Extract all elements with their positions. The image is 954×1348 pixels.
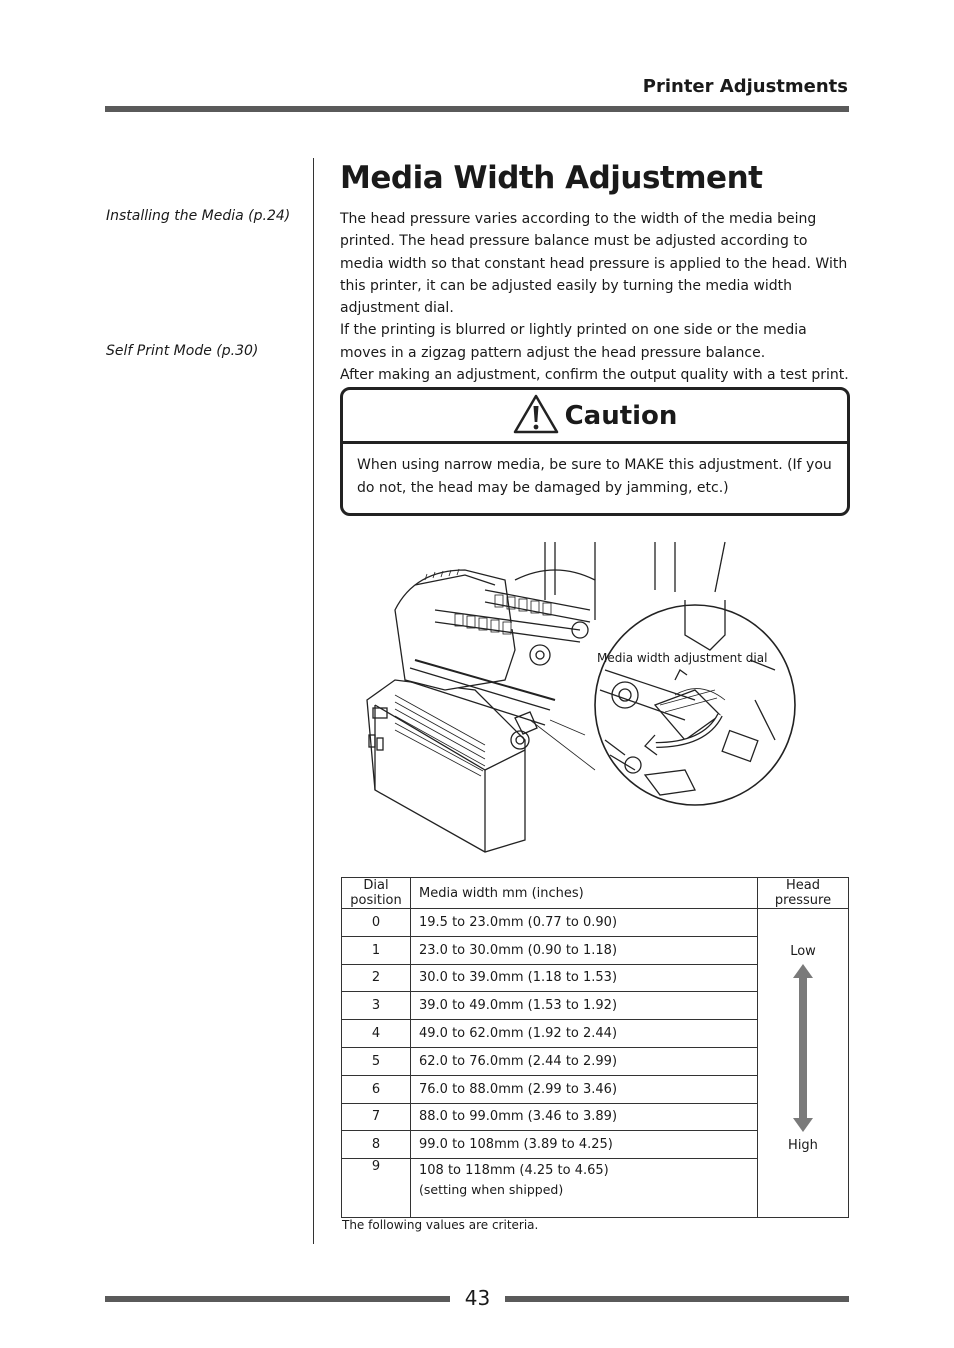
pressure-low-label: Low bbox=[790, 944, 816, 960]
dial-position-cell: 2 bbox=[342, 964, 411, 992]
printer-illustration bbox=[355, 540, 805, 860]
side-reference-self-print-mode[interactable]: Self Print Mode (p.30) bbox=[106, 343, 259, 359]
table-footnote: The following values are criteria. bbox=[342, 1218, 539, 1232]
caution-text: When using narrow media, be sure to MAKE this adjustment. (If you do not, the head may be damaged by jamming, etc.) bbox=[357, 457, 832, 496]
paragraph: If the printing is blurred or lightly printed on one side or the media moves in a zigzag pattern adjust the head pressure balance. bbox=[340, 322, 807, 361]
dial-position-cell: 8 bbox=[342, 1131, 411, 1159]
header-rule bbox=[105, 106, 849, 112]
caution-box bbox=[340, 387, 850, 516]
dial-position-table bbox=[341, 877, 849, 1218]
media-width-cell: 76.0 to 88.0mm (2.99 to 3.46) bbox=[411, 1075, 758, 1103]
table-header-row bbox=[342, 878, 849, 909]
shipped-setting-note: (setting when shipped) bbox=[419, 1182, 564, 1198]
media-width-cell: 99.0 to 108mm (3.89 to 4.25) bbox=[411, 1131, 758, 1159]
media-width-cell: 49.0 to 62.0mm (1.92 to 2.44) bbox=[411, 1020, 758, 1048]
media-width-cell: 88.0 to 99.0mm (3.46 to 3.89) bbox=[411, 1103, 758, 1131]
page-number: 43 bbox=[464, 1286, 491, 1310]
paragraph: After making an adjustment, confirm the output quality with a test print. bbox=[340, 367, 849, 384]
column-header-media-width: Media width mm (inches) bbox=[411, 878, 758, 909]
footer-rule-left bbox=[105, 1296, 450, 1302]
head-pressure-cell bbox=[758, 909, 849, 1218]
media-width-value: 108 to 118mm (4.25 to 4.65) bbox=[419, 1163, 609, 1179]
media-width-cell: 23.0 to 30.0mm (0.90 to 1.18) bbox=[411, 936, 758, 964]
caution-label: Caution bbox=[564, 400, 678, 431]
column-header-dial-position: Dial position bbox=[342, 878, 411, 909]
section-header-title: Printer Adjustments bbox=[642, 76, 848, 97]
caution-header bbox=[343, 390, 847, 444]
media-width-cell bbox=[411, 1159, 758, 1218]
dial-position-cell: 3 bbox=[342, 992, 411, 1020]
page-title: Media Width Adjustment bbox=[340, 160, 763, 196]
dial-position-cell: 7 bbox=[342, 1103, 411, 1131]
footer-rule-right bbox=[505, 1296, 849, 1302]
low-high-arrow-icon bbox=[788, 964, 818, 1132]
media-width-cell: 39.0 to 49.0mm (1.53 to 1.92) bbox=[411, 992, 758, 1020]
body-text bbox=[340, 208, 850, 386]
column-header-head-pressure: Head pressure bbox=[758, 878, 849, 909]
table-row bbox=[342, 909, 849, 937]
media-width-cell: 30.0 to 39.0mm (1.18 to 1.53) bbox=[411, 964, 758, 992]
media-width-cell: 19.5 to 23.0mm (0.77 to 0.90) bbox=[411, 909, 758, 937]
figure-label: Media width adjustment dial bbox=[597, 651, 768, 665]
dial-position-cell: 6 bbox=[342, 1075, 411, 1103]
media-width-cell: 62.0 to 76.0mm (2.44 to 2.99) bbox=[411, 1047, 758, 1075]
dial-position-cell: 0 bbox=[342, 909, 411, 937]
warning-triangle-icon bbox=[513, 394, 559, 438]
dial-position-cell: 4 bbox=[342, 1020, 411, 1048]
dial-position-cell: 1 bbox=[342, 936, 411, 964]
dial-position-cell: 9 bbox=[342, 1159, 411, 1218]
side-reference-installing-media[interactable]: Installing the Media (p.24) bbox=[106, 208, 291, 224]
paragraph: The head pressure varies according to the width of the media being printed. The head pressure balance must be adjusted according to media width so that constant head pressure is applied to the head. With this printer, it can be adjusted easily by turning the media width adjustment dial. bbox=[340, 211, 848, 317]
column-divider bbox=[313, 158, 314, 1244]
dial-position-cell: 5 bbox=[342, 1047, 411, 1075]
pressure-high-label: High bbox=[788, 1138, 818, 1154]
